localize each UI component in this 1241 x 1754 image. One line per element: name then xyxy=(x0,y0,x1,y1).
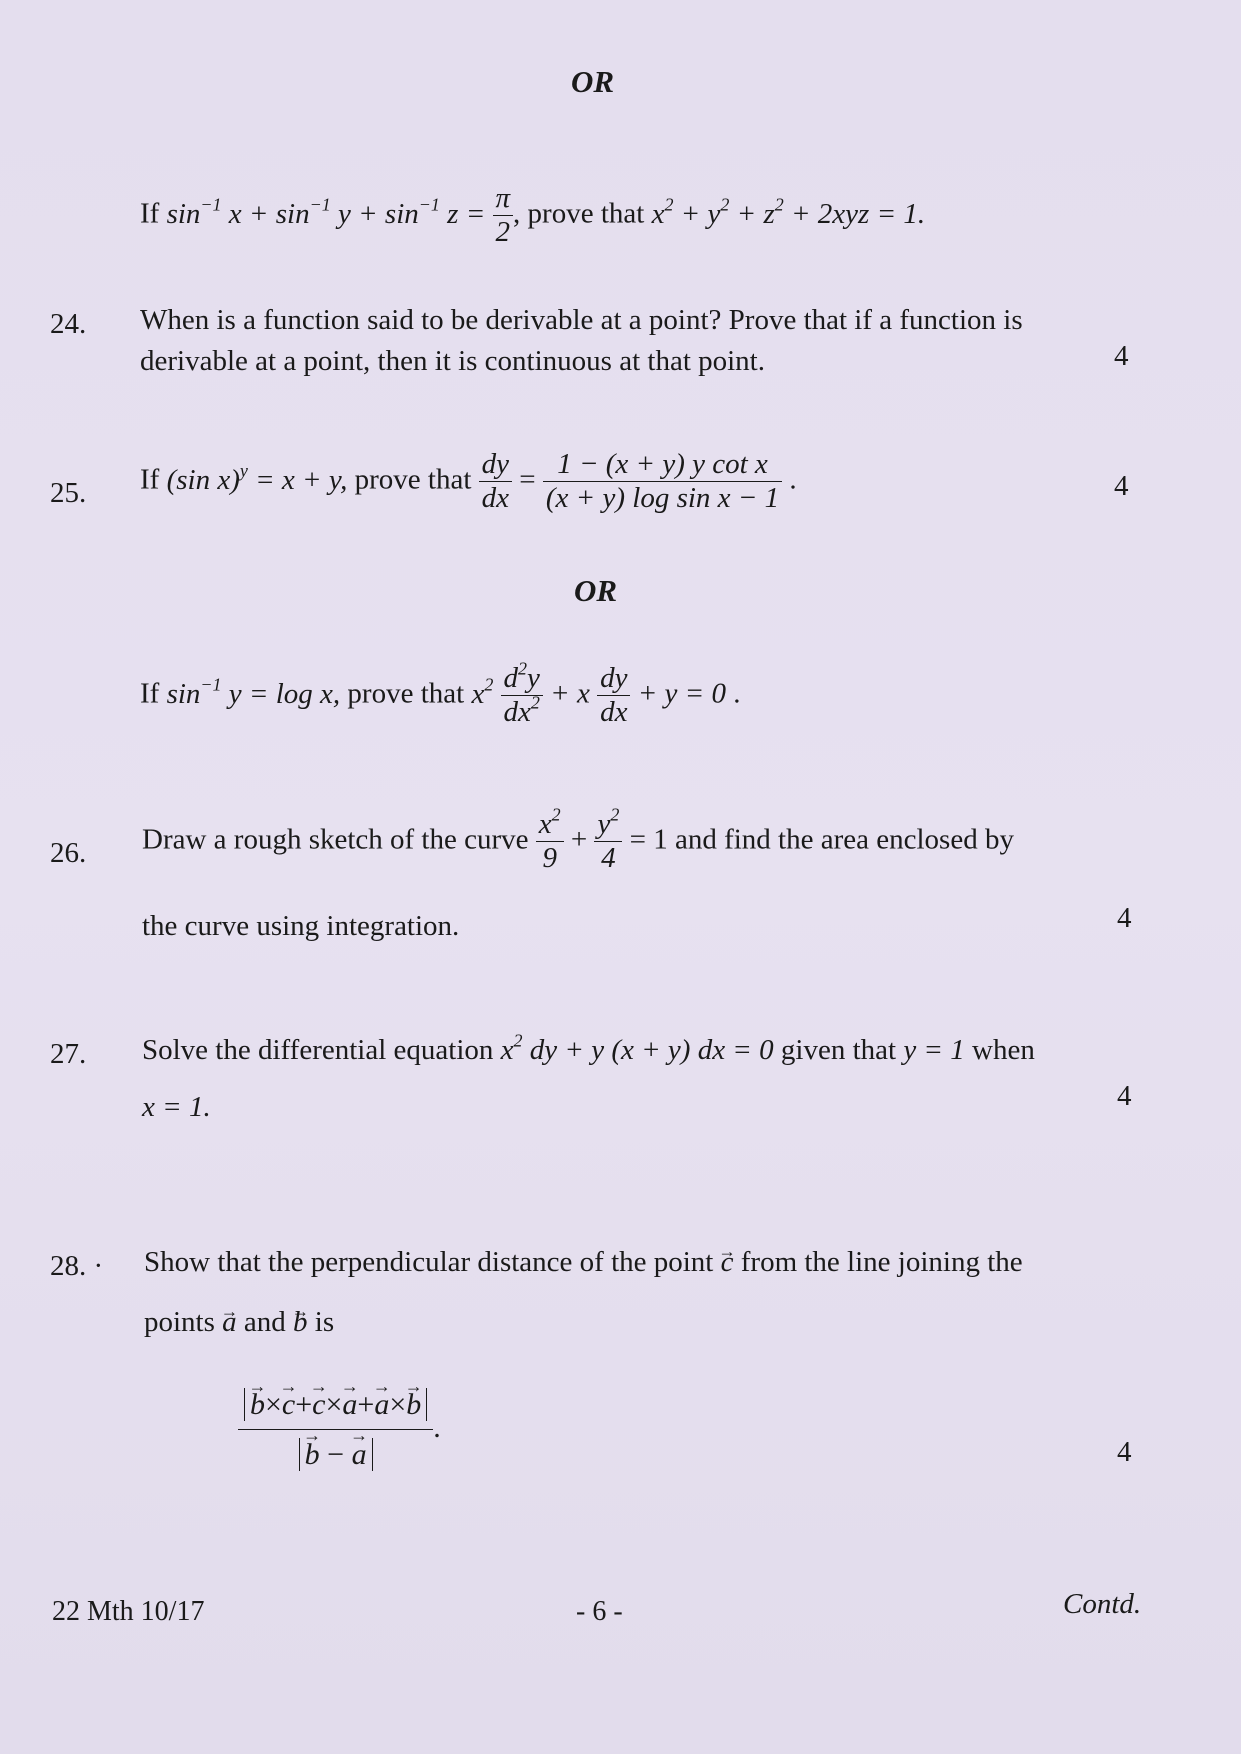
numerator-modulus xyxy=(244,1388,427,1421)
var-y: y xyxy=(527,662,540,694)
fraction-denominator: 2 xyxy=(495,216,511,249)
vector-b: → b xyxy=(250,1388,265,1421)
func-sin: sin xyxy=(166,677,201,710)
square-exponent: 2 xyxy=(664,193,674,214)
q28-text-c: points xyxy=(144,1306,215,1338)
q28-bullet: · xyxy=(93,1250,104,1282)
q28-line-2 xyxy=(144,1302,334,1343)
word-if: If xyxy=(140,197,160,230)
var-x: x xyxy=(651,197,665,230)
square-exponent: 2 xyxy=(513,1030,523,1051)
q27-line-1 xyxy=(142,1030,1035,1071)
word-if: If xyxy=(140,463,160,496)
q24-number: 24. xyxy=(50,308,87,340)
distance-fraction xyxy=(238,1388,433,1472)
fraction-denominator: 4 xyxy=(601,842,616,875)
dy-dx-fraction xyxy=(479,448,512,516)
denominator-modulus xyxy=(299,1438,373,1471)
q28-number xyxy=(50,1250,103,1283)
word-if: If xyxy=(140,677,160,710)
result-fraction xyxy=(543,448,782,516)
var-x: x xyxy=(500,1034,514,1066)
inverse-exponent: −1 xyxy=(200,193,222,214)
plus-sign: + xyxy=(248,197,269,230)
q26-number: 26. xyxy=(50,837,87,869)
q26-marks: 4 xyxy=(1117,902,1132,934)
q28-text-b: from the line joining the xyxy=(740,1246,1023,1278)
equals-sign: = xyxy=(465,197,486,230)
q23-alt-statement xyxy=(140,182,925,250)
period: . xyxy=(789,463,797,496)
q24-line-2: derivable at a point, then it is continuous at that point. xyxy=(140,345,765,377)
inverse-exponent: −1 xyxy=(418,193,440,214)
result-rest: + 2xyz = 1. xyxy=(790,197,926,230)
square-exponent: 2 xyxy=(518,658,528,679)
square-exponent: 2 xyxy=(551,804,561,825)
var-y: y xyxy=(597,808,611,840)
exponent-y: y xyxy=(239,459,248,480)
vector-c: → c xyxy=(721,1242,734,1283)
plus-sign: + xyxy=(358,197,378,230)
continued-label: Contd. xyxy=(1063,1588,1142,1620)
q27-text-c: when xyxy=(972,1034,1035,1066)
square-exponent: 2 xyxy=(530,692,540,713)
cross-sign: × xyxy=(325,1388,343,1421)
vector-a: → a xyxy=(374,1388,389,1421)
var-x: x xyxy=(471,677,485,710)
q26-text-a: Draw a rough sketch of the curve xyxy=(142,823,529,856)
inverse-exponent: −1 xyxy=(200,673,222,694)
q27-text-b: given that xyxy=(780,1034,897,1066)
q25-number: 25. xyxy=(50,477,87,509)
fraction-numerator: dy xyxy=(597,662,630,696)
condition: y = 1 xyxy=(903,1034,965,1066)
func-sin: sin xyxy=(275,197,310,230)
vector-a: → a xyxy=(342,1388,357,1421)
y-squared-over-4 xyxy=(594,804,622,876)
cross-sign: × xyxy=(265,1388,282,1421)
q28-text-a: Show that the perpendicular distance of the point xyxy=(144,1246,714,1278)
minus-sign: − xyxy=(327,1437,345,1471)
q26-text-b: and find the area enclosed by xyxy=(674,823,1014,856)
prove-that-text: prove that xyxy=(354,463,472,496)
vector-c: → c xyxy=(282,1388,295,1421)
or-separator-2: OR xyxy=(574,573,618,608)
q24-marks: 4 xyxy=(1114,340,1129,372)
square-exponent: 2 xyxy=(720,193,730,214)
plus-sign: + xyxy=(736,197,757,230)
page-number: - 6 - xyxy=(576,1596,623,1627)
var-y: y xyxy=(337,197,351,230)
var-y: y xyxy=(707,197,721,230)
q25-marks: 4 xyxy=(1114,470,1129,502)
q28-line-1 xyxy=(144,1242,1023,1283)
fraction-numerator: dy xyxy=(479,448,512,482)
vector-a: → a xyxy=(352,1438,367,1471)
vector-c: → c xyxy=(312,1388,325,1421)
differential-equation: dy + y (x + y) dx = 0 xyxy=(529,1034,774,1066)
prove-that-text: prove that xyxy=(347,677,465,710)
plus-sign: + xyxy=(570,823,588,856)
var-x: x xyxy=(228,197,242,230)
q24-text xyxy=(140,300,1150,382)
dx-symbol: dx xyxy=(503,696,531,729)
q28-marks: 4 xyxy=(1117,1436,1132,1468)
fraction-denominator: dx xyxy=(600,696,628,729)
func-sin: sin xyxy=(166,197,201,230)
q28-number-text: 28. xyxy=(50,1250,87,1282)
equals-one: = 1 xyxy=(629,823,668,856)
q28-formula xyxy=(238,1388,441,1472)
plus-x: + x xyxy=(550,677,590,710)
base-expression: (sin x) xyxy=(166,463,240,496)
q24-line-1: When is a function said to be derivable at a point? Prove that if a function is xyxy=(140,304,1023,336)
d-symbol: d xyxy=(503,662,519,694)
q25-alt-statement xyxy=(140,658,741,730)
vector-b: → b xyxy=(305,1438,320,1471)
word-is: is xyxy=(314,1306,335,1338)
equation-tail: + y = 0 xyxy=(637,677,726,710)
var-z: z xyxy=(447,197,459,230)
fraction-numerator: 1 − (x + y) y cot x xyxy=(543,448,782,482)
square-exponent: 2 xyxy=(484,673,494,694)
func-sin: sin xyxy=(384,197,419,230)
q27-line-2: x = 1. xyxy=(142,1091,211,1123)
prove-that-text: , prove that xyxy=(513,197,645,230)
var-x: x xyxy=(538,808,552,840)
fraction-denominator: 9 xyxy=(542,842,557,875)
square-exponent: 2 xyxy=(610,804,620,825)
x-squared-over-9 xyxy=(536,804,564,876)
second-derivative-fraction xyxy=(501,658,543,730)
cross-sign: × xyxy=(389,1388,407,1421)
first-derivative-fraction xyxy=(597,662,630,730)
fraction-denominator: dx xyxy=(481,482,510,515)
vector-b: → b xyxy=(293,1302,308,1343)
vector-a: → a xyxy=(222,1302,237,1343)
q27-text-a: Solve the differential equation xyxy=(142,1034,494,1066)
vector-b: → b xyxy=(406,1388,421,1421)
plus-sign: + xyxy=(680,197,701,230)
pi-over-two-fraction xyxy=(493,182,514,250)
q26-line-2: the curve using integration. xyxy=(142,910,460,942)
period: . xyxy=(433,1410,441,1444)
paper-code: 22 Mth 10/17 xyxy=(52,1596,205,1627)
square-exponent: 2 xyxy=(774,193,784,214)
plus-sign: + xyxy=(357,1388,375,1421)
word-and: and xyxy=(243,1306,286,1338)
fraction-numerator: π xyxy=(493,182,514,216)
plus-sign: + xyxy=(295,1388,313,1421)
q27-number: 27. xyxy=(50,1038,87,1070)
equals-sign: = xyxy=(519,463,536,496)
q25-statement xyxy=(140,448,797,516)
var-z: z xyxy=(763,197,775,230)
inverse-exponent: −1 xyxy=(309,193,331,214)
q26-line-1 xyxy=(142,804,1014,876)
equation-text: y = log x, xyxy=(228,677,341,710)
period: . xyxy=(733,677,741,710)
fraction-denominator: (x + y) log sin x − 1 xyxy=(545,482,780,515)
or-separator-1: OR xyxy=(571,64,615,99)
rhs-expression: = x + y, xyxy=(255,463,348,496)
q27-marks: 4 xyxy=(1117,1080,1132,1112)
